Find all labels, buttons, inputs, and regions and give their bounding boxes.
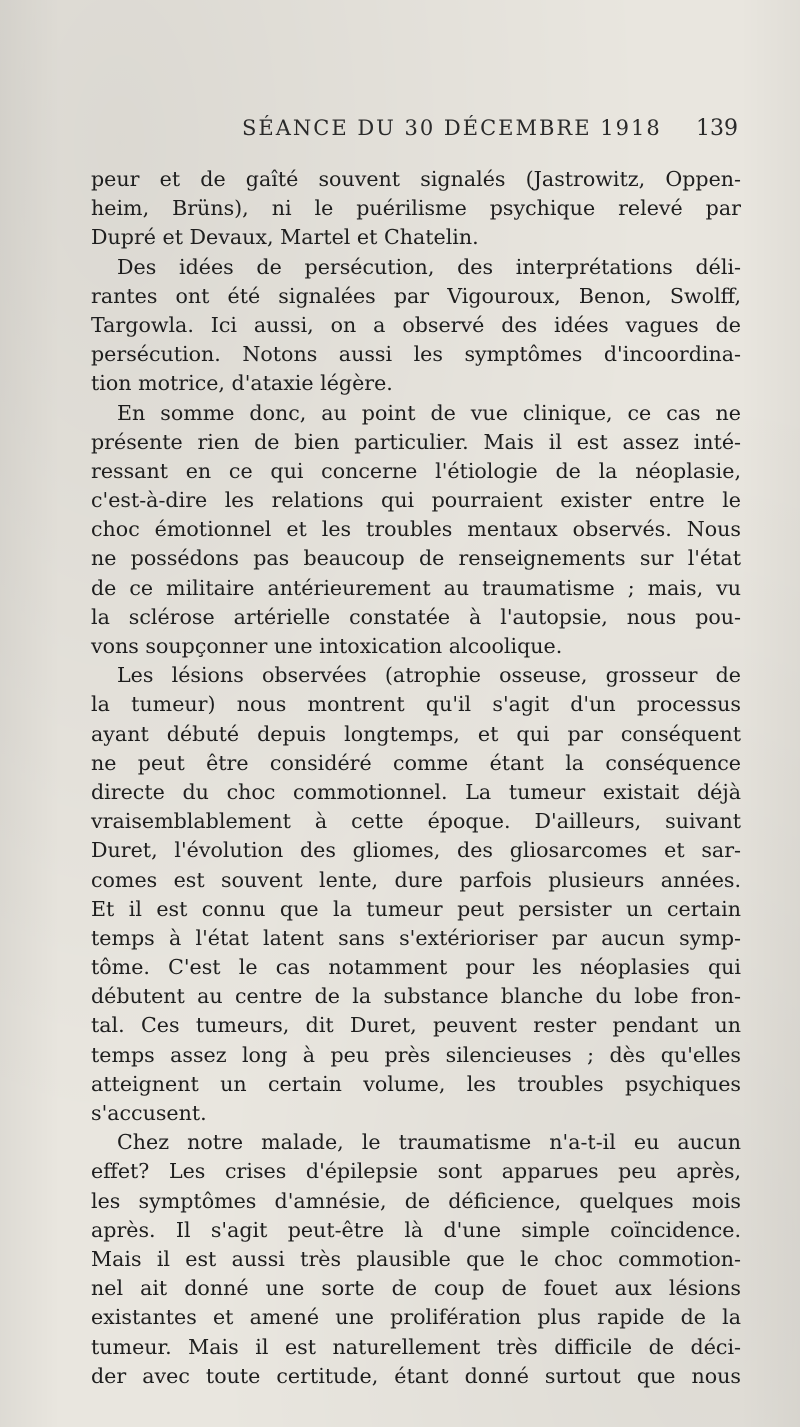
running-title: SÉANCE DU 30 DÉCEMBRE 1918 <box>242 116 662 140</box>
text-line: choc émotionnel et les troubles mentaux observés. Nous <box>91 517 741 542</box>
text-line: Targowla. Ici aussi, on a observé des idées vagues de <box>91 312 741 337</box>
text-body <box>91 165 741 1391</box>
text-line: comes est souvent lente, dure parfois plusieurs années. <box>91 867 741 892</box>
text-line: peur et de gaîté souvent signalés (Jastrowitz, Oppen- <box>91 167 741 191</box>
text-line: tumeur. Mais il est naturellement très difficile de déci- <box>91 1334 741 1359</box>
text-line: existantes et amené une prolifération plus rapide de la <box>91 1305 741 1330</box>
text-line: Mais il est aussi très plausible que le choc commotion- <box>91 1246 741 1271</box>
text-line: rantes ont été signalées par Vigouroux, Benon, Swolff, <box>91 283 741 308</box>
text-line: présente rien de bien particulier. Mais il est assez inté- <box>91 429 741 454</box>
text-line: tion motrice, d'ataxie légère. <box>91 371 393 396</box>
text-line: débutent au centre de la substance blanche du lobe fron- <box>91 984 741 1009</box>
text-line: Et il est connu que la tumeur peut persister un certain <box>91 896 741 921</box>
text-line: effet? Les crises d'épilepsie sont apparues peu après, <box>91 1159 741 1184</box>
running-head <box>90 116 740 146</box>
text-line: directe du choc commotionnel. La tumeur existait déjà <box>91 779 741 804</box>
text-line: temps assez long à peu près silencieuses ; dès qu'elles <box>91 1042 741 1067</box>
text-line: temps à l'état latent sans s'extérioriser par aucun symp- <box>91 925 741 950</box>
text-line: s'accusent. <box>91 1101 207 1125</box>
text-line: vraisemblablement à cette époque. D'ailleurs, suivant <box>91 809 741 834</box>
text-line: persécution. Notons aussi les symptômes d'incoordina- <box>91 342 741 367</box>
text-line: tôme. C'est le cas notamment pour les néoplasies qui <box>91 955 741 980</box>
text-line: c'est-à-dire les relations qui pourraient exister entre le <box>91 488 741 513</box>
text-line: la sclérose artérielle constatée à l'autopsie, nous pou- <box>91 604 741 629</box>
text-line: Duret, l'évolution des gliomes, des gliosarcomes et sar- <box>91 838 741 863</box>
text-line: Les lésions observées (atrophie osseuse, grosseur de <box>117 663 741 688</box>
text-line: les symptômes d'amnésie, de déficience, quelques mois <box>91 1188 741 1213</box>
text-line: ne possédons pas beaucoup de renseignements sur l'état <box>91 546 741 571</box>
text-line: atteignent un certain volume, les troubles psychiques <box>91 1071 741 1096</box>
text-line: ressant en ce qui concerne l'étiologie de la néoplasie, <box>91 458 741 483</box>
text-line: la tumeur) nous montrent qu'il s'agit d'un processus <box>91 692 741 717</box>
text-line: tal. Ces tumeurs, dit Duret, peuvent rester pendant un <box>91 1013 741 1038</box>
text-line: Dupré et Devaux, Martel et Chatelin. <box>91 225 479 250</box>
text-line: Chez notre malade, le traumatisme n'a-t-il eu aucun <box>117 1130 741 1155</box>
text-line: de ce militaire antérieurement au traumatisme ; mais, vu <box>91 575 741 600</box>
text-line: vons soupçonner une intoxication alcoolique. <box>91 634 563 658</box>
text-line: En somme donc, au point de vue clinique, ce cas ne <box>117 400 741 425</box>
text-line: nel ait donné une sorte de coup de fouet aux lésions <box>91 1276 741 1301</box>
text-line: Des idées de persécution, des interprétations déli- <box>117 254 741 279</box>
text-line: ayant débuté depuis longtemps, et qui par conséquent <box>91 721 741 746</box>
text-line: der avec toute certitude, étant donné surtout que nous <box>91 1363 741 1388</box>
text-line: heim, Brüns), ni le puérilisme psychique relevé par <box>91 196 741 221</box>
text-line: ne peut être considéré comme étant la conséquence <box>91 750 741 775</box>
text-line: après. Il s'agit peut-être là d'une simple coïncidence. <box>91 1217 741 1242</box>
page-number: 139 <box>696 116 738 141</box>
